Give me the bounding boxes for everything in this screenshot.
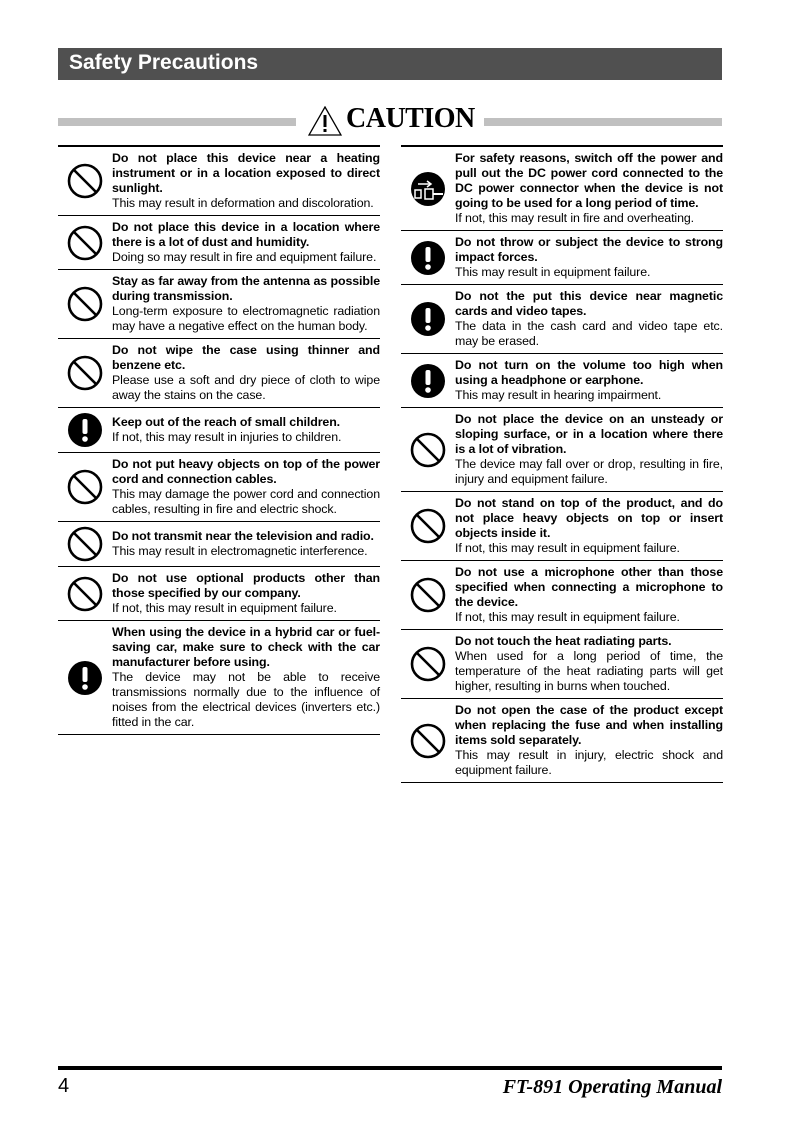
precaution-text (112, 220, 380, 265)
exclamation-icon (58, 660, 112, 696)
precaution-item (401, 230, 723, 284)
divider-bar (58, 118, 296, 126)
precaution-heading: Do not turn on the volume too high when using a headphone or earphone. (455, 358, 723, 387)
precaution-detail: This may result in hearing impairment. (455, 388, 662, 402)
prohibition-icon (58, 225, 112, 261)
section-header: Safety Precautions (58, 48, 722, 80)
precaution-detail: This may damage the power cord and connection cables, resulting in fire and electric shock. (112, 487, 380, 516)
precaution-item (58, 620, 380, 734)
precaution-text (112, 625, 380, 730)
precaution-heading: Do not place this device in a location where there is a lot of dust and humidity. (112, 220, 380, 249)
precaution-detail: If not, this may result in equipment failure. (112, 601, 337, 615)
precaution-text (112, 415, 380, 445)
precaution-item (401, 629, 723, 698)
prohibition-icon (58, 163, 112, 199)
precaution-text (112, 343, 380, 403)
precaution-text (455, 703, 723, 778)
prohibition-icon (401, 432, 455, 468)
precaution-heading: Stay as far away from the antenna as possible during transmission. (112, 274, 380, 303)
precaution-item (401, 284, 723, 353)
precaution-heading: Do not transmit near the television and radio. (112, 529, 374, 543)
precaution-detail: This may result in deformation and discoloration. (112, 196, 374, 210)
precaution-item (401, 491, 723, 560)
precaution-item (58, 269, 380, 338)
precaution-heading: Do not touch the heat radiating parts. (455, 634, 672, 648)
precaution-item (58, 338, 380, 407)
precaution-detail: If not, this may result in fire and overheating. (455, 211, 695, 225)
manual-title: FT-891 Operating Manual (502, 1076, 722, 1098)
precaution-detail: The device may not be able to receive transmissions normally due to the influence of noises from the electrical devices (inverters etc.) fitted in the car. (112, 670, 380, 729)
prohibition-icon (401, 646, 455, 682)
warning-triangle-icon (308, 106, 342, 136)
prohibition-icon (401, 723, 455, 759)
prohibition-icon (58, 469, 112, 505)
precaution-text (112, 529, 380, 559)
prohibition-icon (58, 286, 112, 322)
precaution-heading: Do not use a microphone other than those specified when connecting a microphone to the device. (455, 565, 723, 609)
exclamation-icon (58, 412, 112, 448)
precaution-detail: This may result in injury, electric shock and equipment failure. (455, 748, 723, 777)
precaution-detail: The data in the cash card and video tape etc. may be erased. (455, 319, 723, 348)
precaution-heading: Do not place the device on an unsteady or sloping surface, or in a location where there is a lot of vibration. (455, 412, 723, 456)
exclamation-icon (401, 240, 455, 276)
precaution-detail: If not, this may result in equipment failure. (455, 541, 680, 555)
right-column (401, 145, 723, 783)
page-number: 4 (58, 1075, 70, 1097)
precaution-item (401, 353, 723, 407)
precaution-item (58, 566, 380, 620)
precaution-item (401, 145, 723, 230)
precaution-text (455, 634, 723, 694)
precaution-item (58, 452, 380, 521)
precaution-detail: Long-term exposure to electromagnetic radiation may have a negative effect on the human body. (112, 304, 380, 333)
exclamation-icon (401, 301, 455, 337)
precaution-detail: This may result in equipment failure. (455, 265, 651, 279)
exclamation-icon (401, 363, 455, 399)
prohibition-icon (58, 576, 112, 612)
precaution-detail: The device may fall over or drop, resulting in fire, injury and equipment failure. (455, 457, 723, 486)
precaution-text (112, 571, 380, 616)
prohibition-icon (401, 577, 455, 613)
precaution-heading: Do not the put this device near magnetic cards and video tapes. (455, 289, 723, 318)
precaution-heading: For safety reasons, switch off the power and pull out the DC power cord connected to the DC power connector when the device is not going to be used for a long period of time. (455, 151, 723, 210)
caution-label: CAUTION (346, 103, 475, 134)
unplug-icon (401, 171, 455, 207)
precaution-item (401, 560, 723, 629)
precaution-heading: Do not put heavy objects on top of the power cord and connection cables. (112, 457, 380, 486)
precaution-detail: When used for a long period of time, the temperature of the heat radiating parts will get higher, resulting in burns when touched. (455, 649, 723, 693)
precaution-text (455, 496, 723, 556)
precaution-item (58, 521, 380, 566)
caution-banner (58, 100, 722, 140)
precaution-item (401, 698, 723, 782)
precaution-text (112, 274, 380, 334)
precaution-heading: Keep out of the reach of small children. (112, 415, 341, 429)
prohibition-icon (58, 526, 112, 562)
precaution-item (401, 407, 723, 491)
precaution-text (455, 289, 723, 349)
precaution-detail: If not, this may result in equipment failure. (455, 610, 680, 624)
precaution-text (112, 457, 380, 517)
precaution-text (112, 151, 380, 211)
divider-bar (484, 118, 722, 126)
precaution-heading: Do not stand on top of the product, and do not place heavy objects on top or insert objects inside it. (455, 496, 723, 540)
prohibition-icon (401, 508, 455, 544)
precaution-heading: Do not place this device near a heating instrument or in a location exposed to direct sunlight. (112, 151, 380, 195)
precaution-heading: Do not use optional products other than those specified by our company. (112, 571, 380, 600)
precaution-text (455, 412, 723, 487)
precaution-heading: Do not throw or subject the device to strong impact forces. (455, 235, 723, 264)
footer-rule (58, 1066, 722, 1070)
prohibition-icon (58, 355, 112, 391)
precaution-detail: Doing so may result in fire and equipment failure. (112, 250, 377, 264)
precaution-text (455, 565, 723, 625)
precaution-text (455, 151, 723, 226)
precaution-heading: Do not open the case of the product except when replacing the fuse and when installing items sold separately. (455, 703, 723, 747)
precaution-item (58, 407, 380, 452)
precaution-heading: Do not wipe the case using thinner and benzene etc. (112, 343, 380, 372)
precaution-detail: If not, this may result in injuries to children. (112, 430, 342, 444)
precaution-heading: When using the device in a hybrid car or fuel-saving car, make sure to check with the car manufacturer before using. (112, 625, 380, 669)
precaution-item (58, 145, 380, 215)
precaution-item (58, 215, 380, 269)
precaution-detail: This may result in electromagnetic interference. (112, 544, 368, 558)
precaution-text (455, 235, 723, 280)
precaution-detail: Please use a soft and dry piece of cloth to wipe away the stains on the case. (112, 373, 380, 402)
left-column (58, 145, 380, 735)
precaution-text (455, 358, 723, 403)
